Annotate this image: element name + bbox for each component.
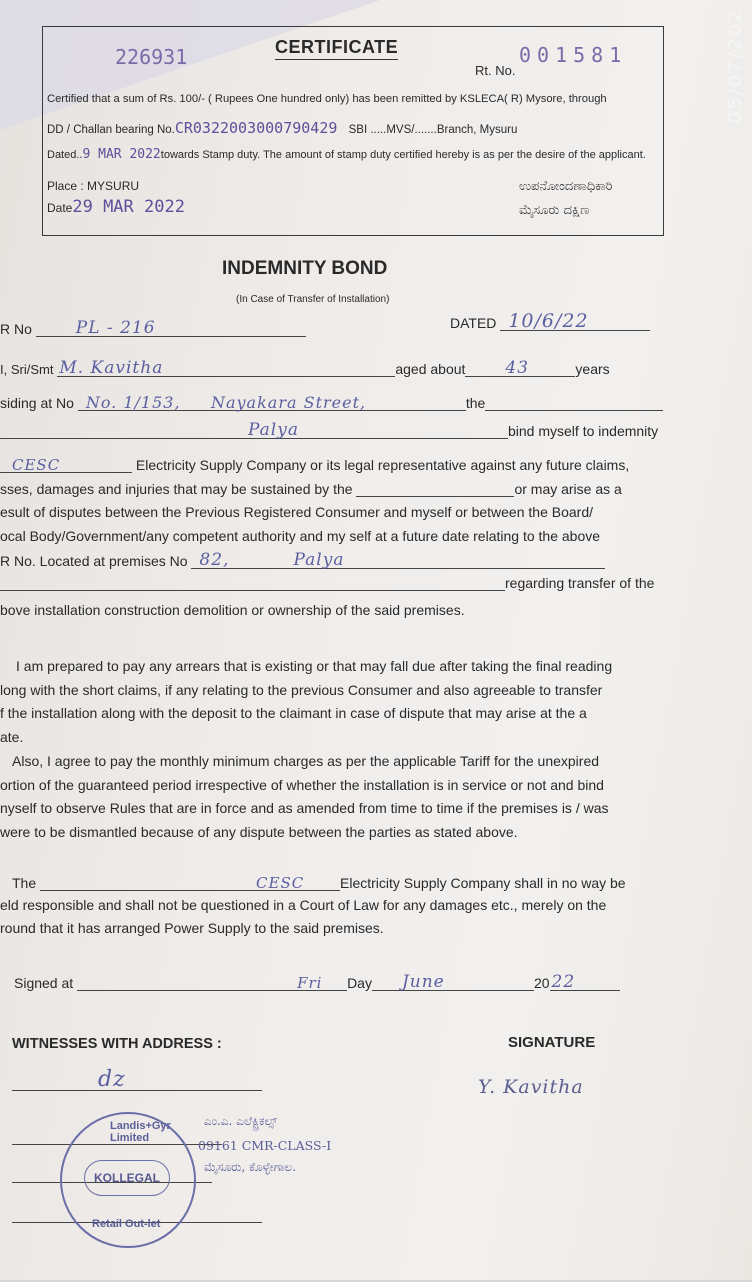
address-field <box>78 394 466 411</box>
rr-number-field <box>36 320 306 337</box>
sub-registrar-title: ಉಪನೋಂದಣಾಧಿಕಾರಿ <box>519 179 613 194</box>
liability-company-value: CESC <box>256 874 305 892</box>
challan-label: DD / Challan bearing No. <box>47 124 175 136</box>
company-row <box>0 456 629 473</box>
place-line: Place : MYSURU <box>47 179 140 193</box>
arrears-line-4: ate. <box>0 728 24 745</box>
bond-title: INDEMNITY BOND <box>222 258 388 279</box>
premises-field <box>191 552 605 569</box>
tariff-line-3: nyself to observe Rules that are in force and as amended from time to time if the premises is / was <box>0 800 609 816</box>
year-value: 22 <box>551 972 576 992</box>
year-prefix: 20 <box>533 975 550 991</box>
bond-line-10 <box>0 574 654 591</box>
month-field <box>372 974 534 991</box>
witness-sign-row <box>12 1067 262 1092</box>
dated-label: Dated <box>47 149 77 161</box>
liability-the: The <box>12 875 37 891</box>
date-stamp: 29 MAR 2022 <box>72 197 185 217</box>
rr-number-value: PL - 216 <box>75 318 156 338</box>
regarding-transfer-text: regarding transfer of the <box>505 575 655 591</box>
signed-row <box>14 974 620 991</box>
dealer-license: 09161 CMR-CLASS-I <box>198 1138 332 1153</box>
the-field <box>485 394 663 411</box>
liability-line-2: eld responsible and shall not be questioned in a Court of Law for any damages etc., merely on the <box>0 897 607 913</box>
premises-row <box>0 552 605 569</box>
rt-label: Rt. No. <box>475 63 516 78</box>
seal-top-text: Landis+Gyr Limited <box>110 1120 171 1144</box>
rr-number-row <box>0 320 306 337</box>
seal-center: KOLLEGAL <box>84 1160 170 1196</box>
aged-label: aged about <box>395 361 466 377</box>
liability-text: Electricity Supply Company shall in no way be <box>340 875 626 891</box>
dealer-seal <box>60 1112 196 1248</box>
rr-label: R No <box>0 321 32 337</box>
bond-line-11: bove installation construction demolition or ownership of the said premises. <box>0 602 465 618</box>
name-row <box>0 360 610 377</box>
signed-day-value: Fri <box>297 974 323 992</box>
bind-text: bind myself to indemnity <box>508 423 659 439</box>
dealer-name: ಎಂ.ಎ. ಎಲೆಕ್ಟ್ರಿಕಲ್ಸ್ <box>204 1114 278 1128</box>
certificate-line-3: Dated..9 MAR 2022towards Stamp duty. The amount of stamp duty certified hereby is as per the desire of the applicant. <box>47 147 646 162</box>
signed-at-field <box>77 974 347 991</box>
bond-line-6-suffix: or may arise as a <box>514 481 622 497</box>
certificate-title: CERTIFICATE <box>275 37 399 57</box>
age-field <box>465 360 575 377</box>
year-field <box>550 974 620 991</box>
signed-label: Signed at <box>14 975 74 991</box>
stamp-duty-text: towards Stamp duty. The amount of stamp duty certified hereby is as per the desire of the applicant. <box>160 149 646 161</box>
challan-number: CR0322003000790429 <box>174 119 338 137</box>
liability-line-3: round that it has arranged Power Supply to the said premises. <box>0 920 384 936</box>
company-field <box>0 456 132 473</box>
premises-label: R No. Located at premises No <box>0 553 188 569</box>
sbi-label: SBI <box>348 124 368 136</box>
sustained-by-field <box>356 480 514 497</box>
bond-line-6-prefix: sses, damages and injuries that may be sustained by the <box>0 481 353 497</box>
years-label: years <box>575 361 610 377</box>
branch-code: MVS/ <box>386 124 415 136</box>
bond-dated-value: 10/6/22 <box>508 310 589 332</box>
liability-company-field <box>40 874 340 891</box>
applicant-signature: Y. Kavitha <box>478 1076 584 1098</box>
name-label: I, Sri/Smt <box>0 362 54 377</box>
name-field <box>57 360 395 377</box>
tariff-line-4: were to be dismantled because of any dispute between the parties as stated above. <box>0 823 518 840</box>
stamp-duty-certificate <box>42 26 664 236</box>
locality-field <box>0 422 508 439</box>
arrears-line-2: long with the short claims, if any relating to the previous Consumer and also agreeable to transfer <box>0 681 603 698</box>
certificate-line-2: DD / Challan bearing No.CR0322003000790429 SBI .....MVS/.......Branch, Mysuru <box>47 119 518 137</box>
bond-line-8: ocal Body/Government/any competent authority and my self at a future date relating to the above <box>0 528 601 544</box>
seal-bottom-text: Retail Out-let <box>92 1218 161 1230</box>
address-value: No. 1/153, Nayakara Street, <box>85 393 367 412</box>
date-line <box>47 197 185 217</box>
dealer-location: ಮೈಸೂರು, ಕೊಳ್ಳೇಗಾಲ. <box>204 1160 297 1174</box>
locality-row <box>0 422 658 439</box>
company-value: CESC <box>12 456 61 474</box>
month-value: June <box>401 972 445 992</box>
bond-subtitle: (In Case of Transfer of Installation) <box>236 294 390 305</box>
dated-row <box>450 310 650 332</box>
sub-registrar-office: ಮೈಸೂರು ದಕ್ಷಿಣ <box>519 203 590 218</box>
witness-sign-field <box>12 1067 262 1092</box>
address-row <box>0 394 663 411</box>
arrears-line-3: f the installation along with the deposit to the claimant in case of dispute that may arise at the a <box>0 705 587 721</box>
bond-line-7: esult of disputes between the Previous Registered Consumer and myself or between the Board/ <box>0 504 593 520</box>
bond-dated-label: DATED <box>450 315 497 331</box>
arrears-paragraph <box>0 655 690 749</box>
date-label: Date <box>47 201 73 215</box>
name-value: M. Kavitha <box>59 358 164 378</box>
rt-number: 001581 <box>519 43 628 67</box>
residing-label: siding at No <box>0 395 74 411</box>
certificate-line-1: Certified that a sum of Rs. 100/- ( Rupees One hundred only) has been remitted by KSLECA( R) Mysore, through <box>47 93 607 105</box>
bond-dated-field <box>500 310 650 332</box>
premises-value: 82, Palya <box>199 550 345 570</box>
locality-value: Palya <box>248 420 299 440</box>
witnesses-heading: WITNESSES WITH ADDRESS : <box>12 1036 222 1052</box>
certificate-serial: 226931 <box>115 45 188 69</box>
day-label: Day <box>347 975 372 991</box>
bond-line-6 <box>0 480 622 497</box>
arrears-line-1: I am prepared to pay any arrears that is existing or that may fall due after taking the final reading <box>16 658 613 674</box>
signature-heading: SIGNATURE <box>508 1034 596 1051</box>
dated-stamp: 9 MAR 2022 <box>82 147 161 162</box>
tariff-line-1: Also, I agree to pay the monthly minimum charges as per the applicable Tariff for the unexpired <box>12 753 600 769</box>
tariff-paragraph <box>0 750 690 844</box>
witness-signature: dz <box>98 1067 126 1092</box>
age-value: 43 <box>505 358 530 378</box>
premises-field-2 <box>0 574 505 591</box>
branch-label: Branch, Mysuru <box>436 124 518 136</box>
liability-row <box>12 874 626 891</box>
bond-line-5: Electricity Supply Company or its legal representative against any future claims, <box>135 457 630 473</box>
tariff-line-2: ortion of the guaranteed period irrespective of whether the installation is in service or not and bind <box>0 776 604 793</box>
the-label: the <box>465 395 486 411</box>
photo-date-stamp: 05/07/202 <box>724 8 746 124</box>
